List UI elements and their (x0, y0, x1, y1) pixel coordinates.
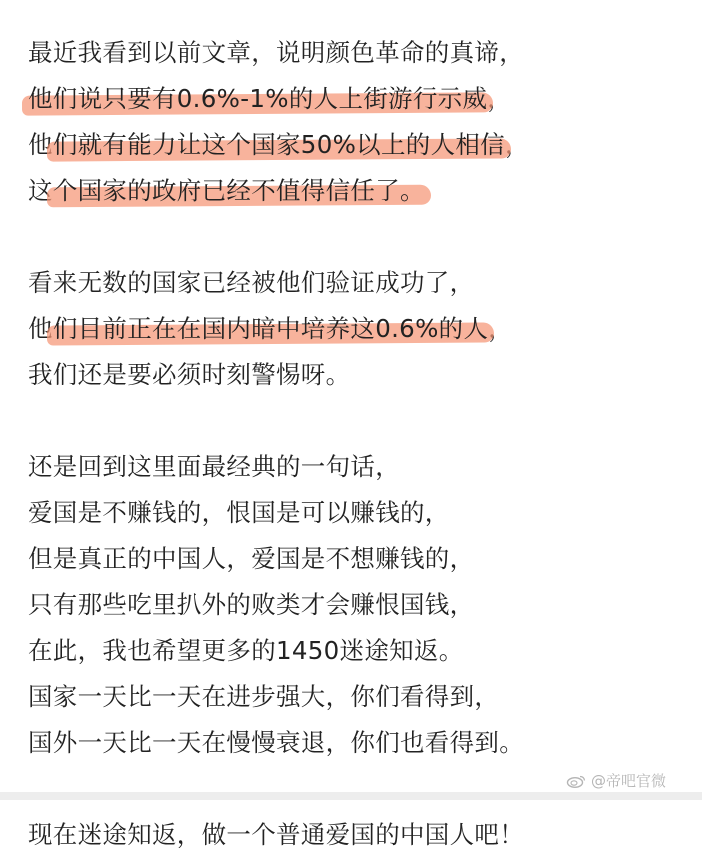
text-line-highlighted (28, 122, 688, 168)
highlighted-text: 们就有能力让这个国家50%以上的人相信 (53, 122, 505, 168)
text-line-highlighted (28, 76, 688, 122)
line-text-prefix: 他 (28, 130, 53, 159)
line-text-prefix: 这 (28, 176, 53, 205)
text-line (28, 536, 688, 582)
line-text: 还是回到这里面最经典的一句话， (28, 452, 400, 481)
line-text-suffix: ， (504, 130, 530, 159)
text-line-highlighted (28, 168, 688, 214)
watermark (566, 770, 666, 791)
line-text: 在此，我也希望更多的1450迷途知返。 (28, 636, 464, 665)
line-text: 国家一天比一天在进步强大，你们看得到， (28, 682, 500, 711)
line-text: 爱国是不赚钱的，恨国是可以赚钱的， (28, 498, 450, 527)
text-line (28, 490, 688, 536)
text-line (28, 674, 688, 720)
text-line-highlighted (28, 306, 688, 352)
watermark-text: @帝吧官微 (590, 772, 666, 790)
line-text: 但是真正的中国人，爱国是不想赚钱的， (28, 544, 475, 573)
highlighted-text: 们目前正在在国内暗中培养这0.6%的人 (53, 306, 488, 352)
text-line (28, 260, 688, 306)
line-text: 最近我看到以前文章，说明颜色革命的真谛， (28, 38, 524, 67)
line-text-prefix: 他 (28, 314, 53, 343)
line-text: 现在迷途知返，做一个普通爱国的中国人吧！ (28, 820, 524, 849)
text-line (28, 628, 688, 674)
weibo-icon (566, 774, 586, 788)
bottom-bar (0, 792, 702, 800)
text-line (28, 720, 688, 766)
line-text: 看来无数的国家已经被他们验证成功了， (28, 268, 475, 297)
text-line (28, 444, 688, 490)
line-text-suffix: ， (487, 84, 513, 113)
highlighted-text: 个国家的政府已经不值得信任了。 (53, 168, 425, 214)
text-line (28, 352, 688, 398)
paragraph-gap (28, 398, 688, 444)
article-body (28, 30, 688, 858)
text-line (28, 812, 688, 858)
line-text: 国外一天比一天在慢慢衰退，你们也看得到。 (28, 728, 524, 757)
line-text-suffix: ， (488, 314, 514, 343)
text-line (28, 582, 688, 628)
text-line (28, 30, 688, 76)
line-text: 我们还是要必须时刻警惕呀。 (28, 360, 351, 389)
highlighted-text: 他们说只要有0.6%-1%的人上街游行示威 (28, 76, 487, 122)
line-text: 只有那些吃里扒外的败类才会赚恨国钱， (28, 590, 475, 619)
paragraph-gap (28, 214, 688, 260)
